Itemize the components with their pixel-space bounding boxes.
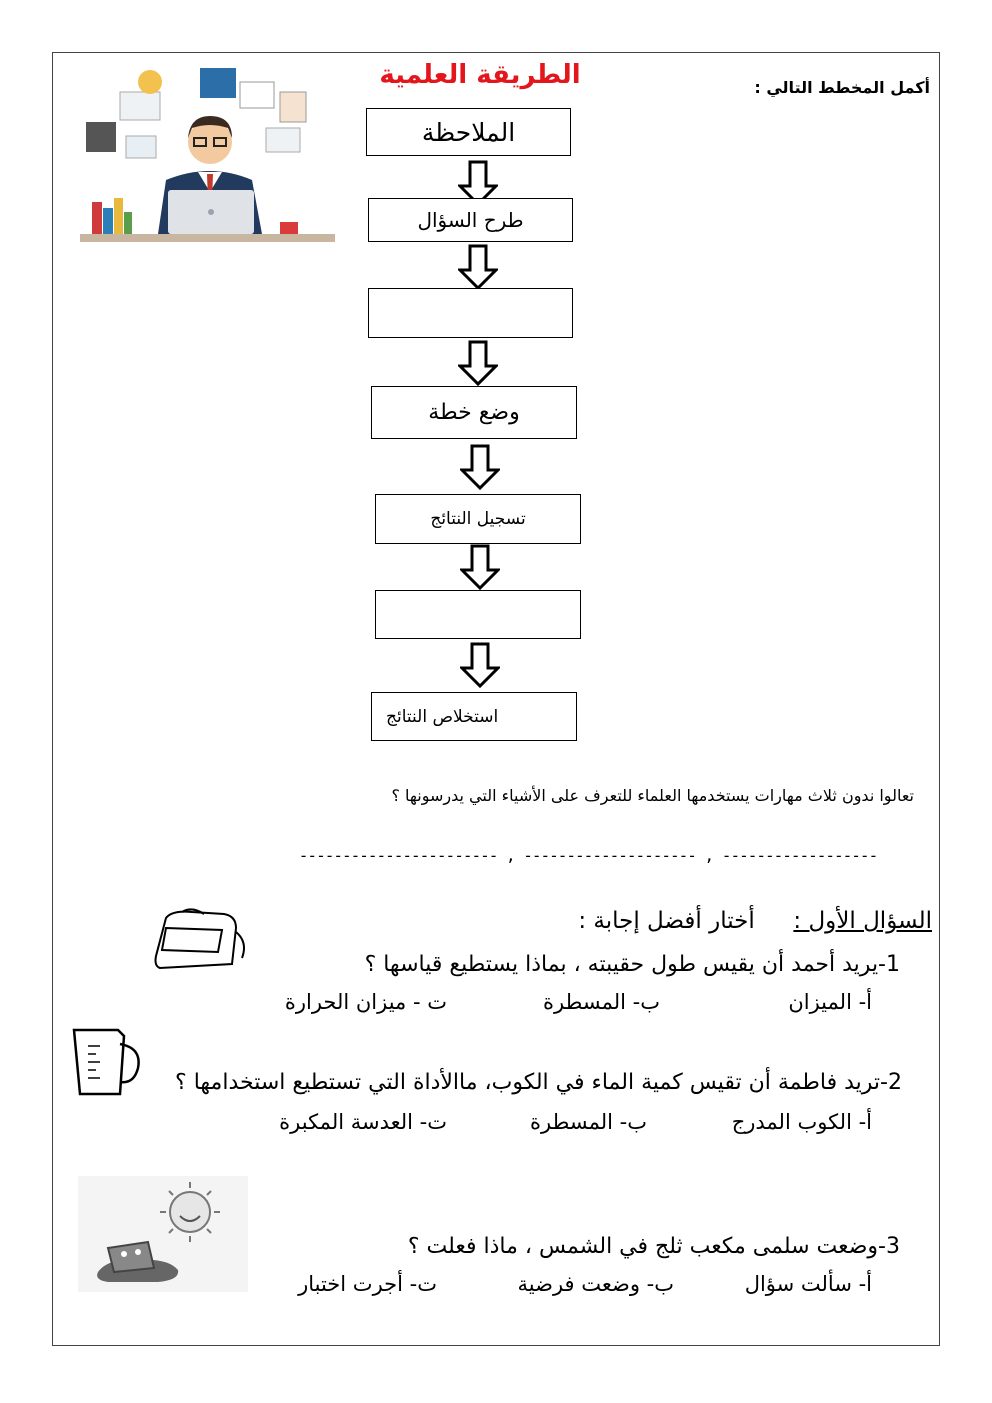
- question-1-text: 1-يريد أحمد أن يقيس طول حقيبته ، بماذا يستطيع قياسها ؟: [364, 952, 900, 977]
- instruction-text: أكمل المخطط التالي :: [754, 78, 930, 97]
- section-label: السؤال الأول :: [793, 908, 932, 934]
- section-heading: [578, 908, 932, 934]
- flow-step-observation: [366, 108, 571, 156]
- section-instruction: أختار أفضل إجابة :: [578, 908, 755, 934]
- down-arrow-icon: [460, 444, 500, 490]
- flow-step-label: وضع خطة: [428, 400, 520, 425]
- flow-step-label: تسجيل النتائج: [430, 509, 526, 529]
- question-1-option-c[interactable]: ت - ميزان الحرارة: [284, 990, 447, 1014]
- melting-ice-sun-icon: [78, 1176, 248, 1292]
- question-2-option-c[interactable]: ت- العدسة المكبرة: [279, 1110, 447, 1134]
- question-2-option-b[interactable]: ب- المسطرة: [530, 1110, 647, 1134]
- question-3-option-c[interactable]: ت- أجرت اختبار: [298, 1272, 437, 1296]
- scientist-illustration: [80, 62, 340, 244]
- flow-step-record: [375, 494, 581, 544]
- flow-step-question: [368, 198, 573, 242]
- question-1-option-b[interactable]: ب- المسطرة: [543, 990, 660, 1014]
- down-arrow-icon: [460, 544, 500, 590]
- flow-step-label: الملاحظة: [421, 117, 516, 147]
- down-arrow-icon: [458, 340, 498, 386]
- flow-step-conclusion: [371, 692, 577, 741]
- question-1-option-a[interactable]: أ- الميزان: [788, 990, 872, 1014]
- down-arrow-icon: [458, 244, 498, 290]
- measuring-cup-icon: [68, 1026, 144, 1098]
- flow-step-blank-2[interactable]: [375, 590, 581, 639]
- question-3-text: 3-وضعت سلمى مكعب ثلج في الشمس ، ماذا فعلت ؟: [407, 1234, 900, 1259]
- backpack-icon: [152, 908, 248, 972]
- question-3-option-a[interactable]: أ- سألت سؤال: [744, 1272, 872, 1296]
- skills-prompt: تعالوا ندون ثلاث مهارات يستخدمها العلماء للتعرف على الأشياء التي يدرسونها ؟: [391, 786, 914, 805]
- flow-step-label: طرح السؤال: [417, 208, 524, 232]
- flow-step-blank-1[interactable]: [368, 288, 573, 338]
- question-3-option-b[interactable]: ب- وضعت فرضية: [517, 1272, 674, 1296]
- flow-step-label: استخلاص النتائج: [386, 706, 499, 727]
- flow-step-plan: [371, 386, 577, 439]
- page-title: الطريقة العلمية: [379, 60, 581, 90]
- question-2-text: 2-تريد فاطمة أن تقيس كمية الماء في الكوب، ماالأداة التي تستطيع استخدامها ؟: [175, 1070, 902, 1095]
- down-arrow-icon: [460, 642, 500, 688]
- question-2-option-a[interactable]: أ- الكوب المدرج: [731, 1110, 872, 1134]
- answer-blanks[interactable]: ----------------------- , -------------------- , ------------------: [298, 846, 878, 865]
